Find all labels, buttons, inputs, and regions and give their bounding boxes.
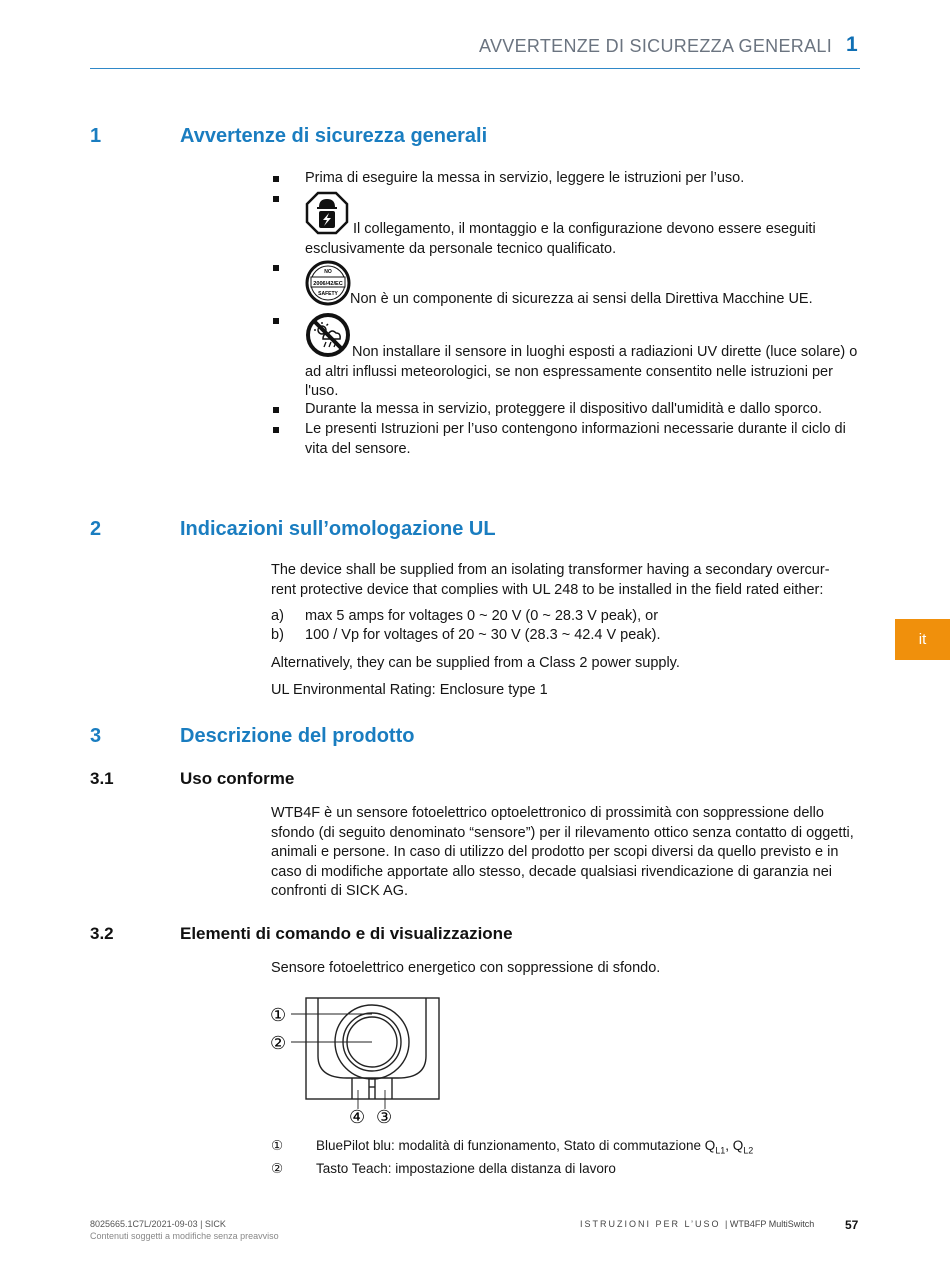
legend-item-1 [271,1138,791,1158]
footer-left [90,1218,279,1242]
callout-3: ③ [376,1107,393,1127]
section-2-title: Indicazioni sull’omologazione UL [180,518,496,540]
ul-paragraph [271,561,861,600]
icon-label-no: NO [324,269,332,275]
bullet-marker [273,407,279,413]
ul-paragraph: UL Environmental Rating: Enclosure type 1 [271,682,548,698]
bullet-item [271,311,861,401]
list-label: b) [271,627,284,643]
list-label: a) [271,608,284,624]
bullet-text: Le presenti Istruzioni per l’uso contengono informazioni necessarie durante il ciclo di vita del sensore. [305,421,846,457]
section-3-title: Descrizione del prodotto [180,725,415,747]
header-divider [90,68,860,69]
subsection-3-2-title: Elementi di comando e di visualizzazione [180,924,513,943]
legend-item-2 [271,1161,791,1181]
bullet-marker [273,265,279,271]
legend-number: ② [271,1161,284,1176]
subsection-3-2-number: 3.2 [90,924,114,943]
callout-1: ① [270,1005,287,1026]
subsection-3-1-number: 3.1 [90,769,114,788]
bullet-marker [273,196,279,202]
callout-2: ② [270,1033,287,1054]
list-item [271,607,861,627]
bullet-text: Il collegamento, il montaggio e la configurazione devono essere eseguiti esclusivamente da personale tecnico qualificato. [305,221,816,257]
bullet-item [271,189,861,259]
bullet-text: Prima di eseguire la messa in servizio, leggere le istruzioni per l’uso. [305,170,745,186]
icon-label-directive: 2006/42/EC [313,281,343,287]
list-text: 100 / Vp for voltages of 20 ~ 30 V (28.3 ~ 42.4 V peak). [305,627,661,643]
subsection-3-1-title: Uso conforme [180,769,295,788]
bullet-text: Non installare il sensore in luoghi esposti a radiazioni UV dirette (luce solare) o ad altri influssi meteorologici, se non espressamente consentito nelle istruzioni per l'uso. [305,344,858,399]
legend-text: Tasto Teach: impostazione della distanza di lavoro [316,1161,616,1176]
running-header-title: AVVERTENZE DI SICUREZZA GENERALI [478,36,832,56]
bullet-text: Durante la messa in servizio, proteggere il dispositivo dall'umidità e dallo sporco. [305,401,822,417]
ul-paragraph: Alternatively, they can be supplied from a Class 2 power supply. [271,655,680,671]
bullet-marker [273,427,279,433]
ul-paragraph-line: rent protective device that complies with UL 248 to be installed in the field rated either: [271,581,824,598]
list-text: max 5 amps for voltages 0 ~ 20 V (0 ~ 28.3 V peak), or [305,608,659,624]
ul-paragraph-line: The device shall be supplied from an isolating transformer having a secondary overcur- [271,562,830,578]
bullet-marker [273,176,279,182]
list-item [271,626,861,646]
bullet-text: Non è un componente di sicurezza ai sensi della Direttiva Macchine UE. [350,291,813,307]
section-1-title: Avvertenze di sicurezza generali [180,125,488,147]
sensor-diagram [265,992,450,1127]
intended-use-paragraph: WTB4F è un sensore fotoelettrico optoelettronico di prossimità con soppressione dello sfondo (di seguito denominato “sensore”) per il rilevamento ottico senza contatto di oggetti, animali e persone. In caso di utilizzo del prodotto per scopi diversi da quello previsto e in caso di modifiche apportate allo stesso, decade qualsiasi rivendicazione di garanzia nei confronti di SICK AG. [271,805,854,899]
sensor-description: Sensore fotoelettrico energetico con soppressione di sfondo. [271,960,661,976]
footer-note: Contenuti soggetti a modifiche senza preavviso [90,1231,279,1241]
callout-4: ④ [349,1107,366,1127]
section-3-number: 3 [90,725,102,747]
section-2-number: 2 [90,518,102,540]
bullet-item [271,258,861,308]
section-1-number: 1 [90,125,102,147]
footer-center [580,1219,814,1229]
product-name: | WTB4FP MultiSwitch [725,1219,815,1229]
language-tab: it [895,619,950,660]
document-type: ISTRUZIONI PER L’USO [580,1219,721,1229]
running-header-chapter: 1 [846,33,858,56]
legend-number: ① [271,1138,284,1153]
icon-label-safety: SAFETY [318,291,338,297]
legend-text: BluePilot blu: modalità di funzionamento, Stato di commutazione $Q_{L1}$, $Q_{L2}$ [316,1138,754,1156]
document-id: 8025665.1C7L/2021-09-03 | SICK [90,1219,226,1229]
bullet-marker [273,318,279,324]
page-number: 57 [845,1218,859,1232]
